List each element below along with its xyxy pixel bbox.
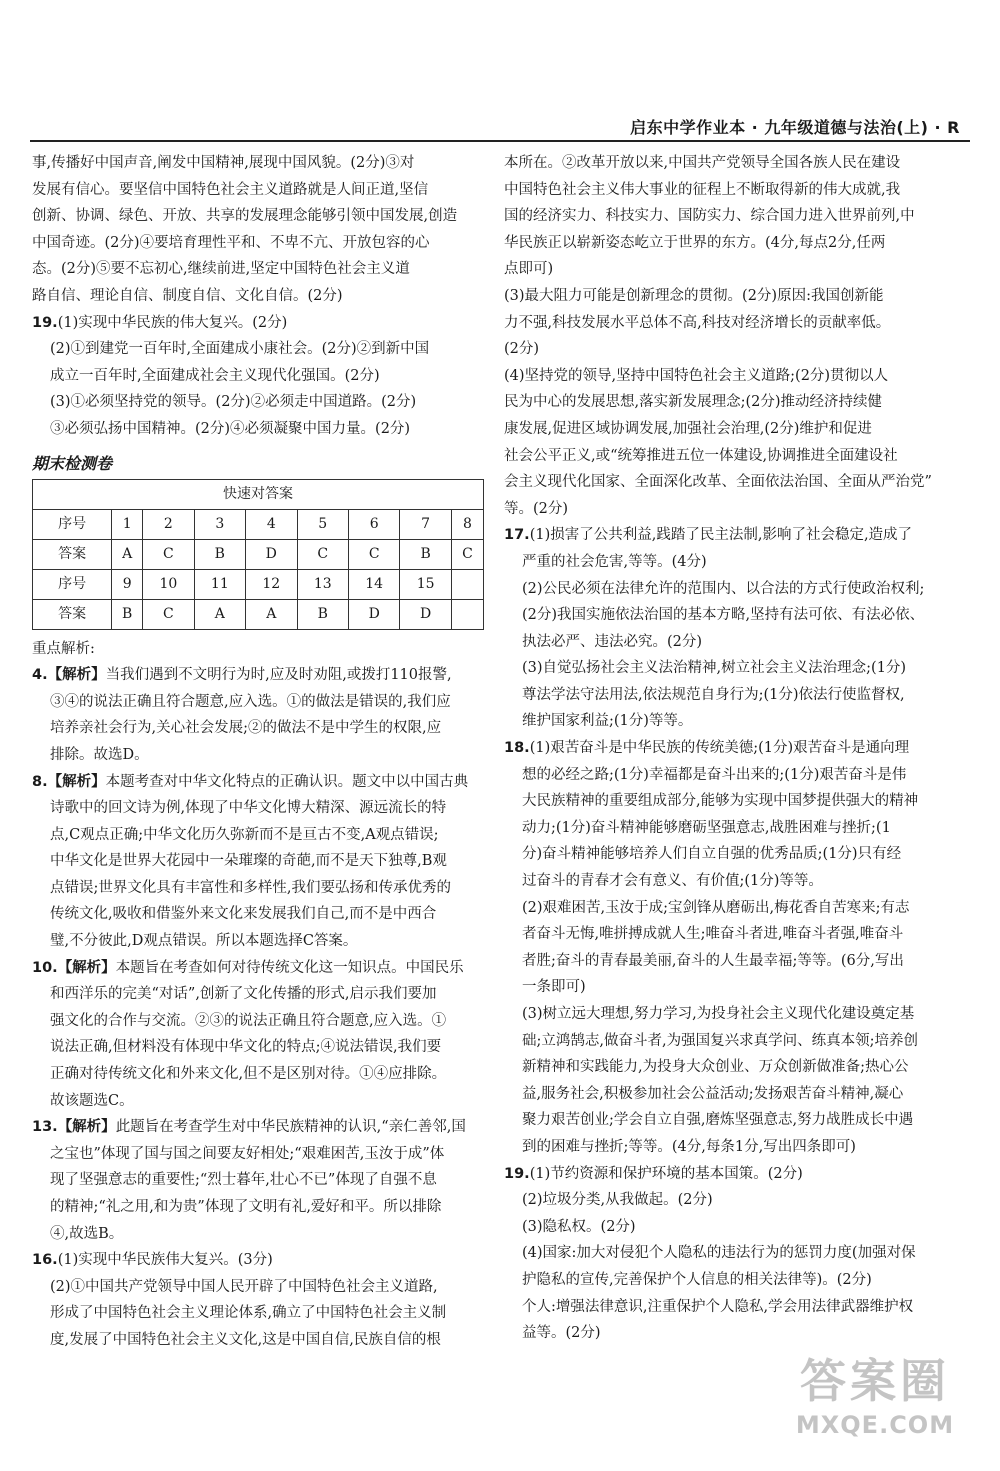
analysis-tag: 【解析】 [57,959,116,976]
text-line: (3)自觉弘扬社会主义法治精神,树立社会主义法治理念;(1分) [522,660,907,677]
text-line: (3)最大阻力可能是创新理念的贯彻。(2分)原因:我国创新能 [504,287,884,304]
text-line: (1)实现中华民族的伟大复兴。(2分) [57,314,288,331]
table-caption-row [33,479,484,509]
table-row [33,539,484,569]
row-label: 序号 [33,509,112,539]
section-title: 期末检测卷 [32,453,113,473]
table-row [33,569,484,599]
text-line: 中华文化是世界大花园中一朵璀璨的奇葩,而不是天下独尊,B观 [50,853,447,870]
text-line: 故该题选C。 [50,1092,134,1109]
analysis-10 [32,955,482,1115]
question-16 [32,1247,482,1353]
text-line: 此题旨在考查学生对中华民族精神的认识,“亲仁善邻,国 [115,1119,466,1136]
analysis-tag: 【解析】 [47,667,106,684]
text-line: 者奋斗无悔,唯拼搏成就人生;唯奋斗者进,唯奋斗者强,唯奋斗 [522,926,904,943]
text-line: (2)公民必须在法律允许的范围内、以合法的方式行使政治权利; [522,580,925,597]
text-line: 中国奇迹。(2分)④要培育理性平和、不卑不亢、开放包容的心 [32,234,430,251]
left-intro [32,150,482,310]
text-line: 璧,不分彼此,D观点错误。所以本题选择C答案。 [50,933,358,950]
text-line: 聚力艰苦创业;学会自立自强,磨炼坚强意志,努力战胜成长中遇 [522,1112,914,1129]
table-cell: D [246,539,297,569]
text-line: 态。(2分)⑤要不忘初心,继续前进,坚定中国特色社会主义道 [32,261,410,278]
text-line: (1)实现中华民族伟大复兴。(3分) [57,1252,273,1269]
text-line: (2分)我国实施依法治国的基本方略,坚持有法可依、有法必依、 [522,607,925,624]
left-column [32,150,482,1354]
table-cell: 1 [112,509,143,539]
text-line: 创新、协调、绿色、开放、共享的发展理念能够引领中国发展,创造 [32,208,458,225]
text-line: (2)垃圾分类,从我做起。(2分) [522,1192,713,1209]
table-cell: 2 [143,509,194,539]
table-cell: 3 [194,509,245,539]
text-line: 排除。故选D。 [50,746,149,763]
text-line: 点错误;世界文化具有丰富性和多样性,我们要弘扬和传承优秀的 [50,879,451,896]
text-line: 本题旨在考查如何对待传统文化这一知识点。中国民乐 [115,959,464,976]
table-cell: D [400,599,451,629]
text-line: 分)奋斗精神能够培养人们自立自强的优秀品质;(1分)只有经 [522,846,902,863]
question-number: 13. [32,1119,58,1136]
text-line: ③④的说法正确且符合题意,应入选。①的做法是错误的,我们应 [50,693,451,710]
table-cell: A [194,599,245,629]
analysis-13 [32,1114,482,1247]
table-cell [451,569,483,599]
text-line: 尊法学法守法用法,依法规范自身行为;(1分)依法行使监督权, [522,686,905,703]
table-row [33,509,484,539]
watermark-logo [770,1352,980,1457]
table-cell: 6 [348,509,399,539]
table-cell: 12 [246,569,297,599]
left-question-19 [32,310,482,443]
question-number: 8. [32,773,48,790]
text-line: (4)国家:加大对侵犯个人隐私的违法行为的惩罚力度(加强对保 [522,1245,916,1262]
text-line: 点即可) [504,261,554,278]
question-19-final [504,1161,968,1347]
text-line: (1)损害了公共利益,践踏了民主法制,影响了社会稳定,造成了 [529,527,913,544]
question-number: 17. [504,527,530,544]
text-line: 之宝也”体现了国与国之间要友好相处;“艰难困苦,玉汝于成”体 [50,1145,445,1162]
table-cell: 5 [297,509,348,539]
question-number: 18. [504,740,530,757]
question-number: 16. [32,1252,58,1269]
question-number: 10. [32,959,58,976]
text-line: 中国特色社会主义伟大事业的征程上不断取得新的伟大成就,我 [504,181,901,198]
table-cell: 4 [246,509,297,539]
text-line: 执法必严、违法必究。(2分) [522,633,703,650]
question-number: 19. [504,1165,530,1182]
text-line: 一条即可) [522,979,586,996]
question-number: 4. [32,667,48,684]
right-column [504,150,968,1347]
table-cell: 13 [297,569,348,599]
table-cell: 15 [400,569,451,599]
text-line: 等。(2分) [504,500,569,517]
text-line: ④,故选B。 [50,1225,124,1242]
table-cell: C [348,539,399,569]
question-18 [504,735,968,1161]
key-analysis-label: 重点解析: [32,640,95,657]
text-line: 者胜;奋斗的青春最美丽,奋斗的人生最幸福;等等。(6分,写出 [522,952,904,969]
text-line: 传统文化,吸收和借鉴外来文化来发展我们自己,而不是中西合 [50,906,437,923]
text-line: 本所在。②改革开放以来,中国共产党领导全国各族人民在建设 [504,155,901,171]
text-line: 过奋斗的青春才会有意义、有价值;(1分)等等。 [522,873,823,890]
table-cell: 7 [400,509,451,539]
text-line: (2)①中国共产党领导中国人民开辟了中国特色社会主义道路, [50,1278,438,1295]
table-cell: D [348,599,399,629]
text-line: 国的经济实力、科技实力、国防实力、综合国力进入世界前列,中 [504,208,915,225]
text-line: 诗歌中的回文诗为例,体现了中华文化博大精深、源远流长的特 [50,800,447,817]
table-cell: 11 [194,569,245,599]
text-line: 路自信、理论自信、制度自信、文化自信。(2分) [32,287,343,304]
text-line: 动力;(1分)奋斗精神能够磨砺坚强意志,战胜困难与挫折;(1 [522,819,891,836]
text-line: 事,传播好中国声音,阐发中国精神,展现中国风貌。(2分)③对 [32,155,415,171]
table-cell: 10 [143,569,194,599]
text-line: ③必须弘扬中国精神。(2分)④必须凝聚中国力量。(2分) [50,420,411,437]
right-intro [504,150,968,522]
text-line: 益等。(2分) [522,1325,601,1342]
text-line: (3)树立远大理想,努力学习,为投身社会主义现代化建设奠定基 [522,1006,915,1022]
watermark-text: 答案圈 [800,1354,950,1408]
header-title: 启东中学作业本 · 九年级道德与法治(上) · R [630,118,960,137]
text-line: 个人:增强法律意识,注重保护个人隐私,学会用法律武器维护权 [522,1298,914,1315]
text-line: 础;立鸿鹄志,做奋斗者,为强国复兴求真学问、练真本领;培养创 [522,1032,918,1049]
table-cell: C [451,539,483,569]
text-line: (3)①必须坚持党的领导。(2分)②必须走中国道路。(2分) [50,394,417,411]
text-line: 当我们遇到不文明行为时,应及时劝阻,或拨打110报警, [105,667,452,684]
text-line: (2)①到建党一百年时,全面建成小康社会。(2分)②到新中国 [50,341,430,358]
text-line: 想的必经之路;(1分)幸福都是奋斗出来的;(1分)艰苦奋斗是伟 [522,766,907,783]
text-line: (2分) [504,341,540,358]
text-line: 严重的社会危害,等等。(4分) [522,553,707,570]
text-line: 正确对待传统文化和外来文化,但不是区别对待。①④应排除。 [50,1066,447,1083]
answer-table [32,479,484,630]
row-label: 答案 [33,599,112,629]
text-line: 到的困难与挫折;等等。(4分,每条1分,写出四条即可) [522,1138,856,1155]
text-line: 益,服务社会,积极参加社会公益活动;发扬艰苦奋斗精神,凝心 [522,1085,904,1102]
table-cell: B [400,539,451,569]
table-cell: B [112,599,143,629]
question-number: 19. [32,314,58,331]
text-line: 的精神;“礼之用,和为贵”体现了文明有礼,爱好和平。所以排除 [50,1199,442,1215]
text-line: 华民族正以崭新姿态屹立于世界的东方。(4分,每点2分,任两 [504,234,886,251]
table-cell: B [194,539,245,569]
text-line: 说法正确,但材料没有体现中华文化的特点;④说法错误,我们要 [50,1039,442,1056]
text-line: 发展有信心。要坚信中国特色社会主义道路就是人间正道,坚信 [32,181,429,198]
text-line: 民为中心的发展思想,落实新发展理念;(2分)推动经济持续健 [504,394,883,411]
text-line: 培养亲社会行为,关心社会发展;②的做法不是中学生的权限,应 [50,720,442,737]
analysis-tag: 【解析】 [57,1119,116,1136]
text-line: 强文化的合作与交流。②③的说法正确且符合题意,应入选。① [50,1012,447,1029]
text-line: 成立一百年时,全面建成社会主义现代化强国。(2分) [50,367,380,384]
text-line: 点,C观点正确;中华文化历久弥新而不是亘古不变,A观点错误; [50,826,439,843]
text-line: 大民族精神的重要组成部分,能够为实现中国梦提供强大的精神 [522,793,919,810]
text-line: 现了坚强意志的重要性;“烈士暮年,壮心不已”体现了自强不息 [50,1172,437,1189]
table-cell: B [297,599,348,629]
table-row [33,599,484,629]
analysis-8 [32,769,482,955]
text-line: 护隐私的宣传,完善保护个人信息的相关法律等)。(2分) [522,1271,872,1288]
table-caption: 快速对答案 [33,479,484,509]
analysis-4 [32,662,482,768]
table-cell: C [143,599,194,629]
table-cell [451,599,483,629]
text-line: (1)艰苦奋斗是中华民族的传统美德;(1分)艰苦奋斗是通向理 [529,740,910,757]
text-line: 力不强,科技发展水平总体不高,科技对经济增长的贡献率低。 [504,314,891,331]
text-line: 和西洋乐的完美“对话”,创新了文化传播的形式,启示我们要加 [50,986,437,1003]
table-cell: 8 [451,509,483,539]
text-line: 度,发展了中国特色社会主义文化,这是中国自信,民族自信的根 [50,1331,441,1348]
watermark-url: MXQE.COM [795,1411,955,1439]
text-line: (1)节约资源和保护环境的基本国策。(2分) [529,1165,803,1182]
text-line: (3)隐私权。(2分) [522,1218,636,1235]
table-cell: A [112,539,143,569]
text-line: (4)坚持党的领导,坚持中国特色社会主义道路;(2分)贯彻以人 [504,367,889,384]
table-cell: C [297,539,348,569]
row-label: 答案 [33,539,112,569]
table-cell: 14 [348,569,399,599]
text-line: 本题考查对中华文化特点的正确认识。题文中以中国古典 [105,773,469,790]
text-line: 社会公平正义,或“统筹推进五位一体建设,协调推进全面建设社 [504,447,898,464]
row-label: 序号 [33,569,112,599]
text-line: 康发展,促进区域协调发展,加强社会治理,(2分)维护和促进 [504,420,872,437]
question-17 [504,522,968,735]
table-cell: C [143,539,194,569]
text-line: 会主义现代化国家、全面深化改革、全面依法治国、全面从严治党” [504,474,932,491]
text-line: 新精神和实践能力,为投身大众创业、万众创新做准备;热心公 [522,1059,909,1076]
text-line: 维护国家利益;(1分)等等。 [522,713,693,730]
analysis-tag: 【解析】 [47,773,106,790]
text-line: 形成了中国特色社会主义理论体系,确立了中国特色社会主义制 [50,1305,447,1322]
text-line: (2)艰难困苦,玉汝于成;宝剑锋从磨砺出,梅花香自苦寒来;有志 [522,899,910,916]
table-cell: 9 [112,569,143,599]
page-header [30,116,970,142]
table-cell: A [246,599,297,629]
